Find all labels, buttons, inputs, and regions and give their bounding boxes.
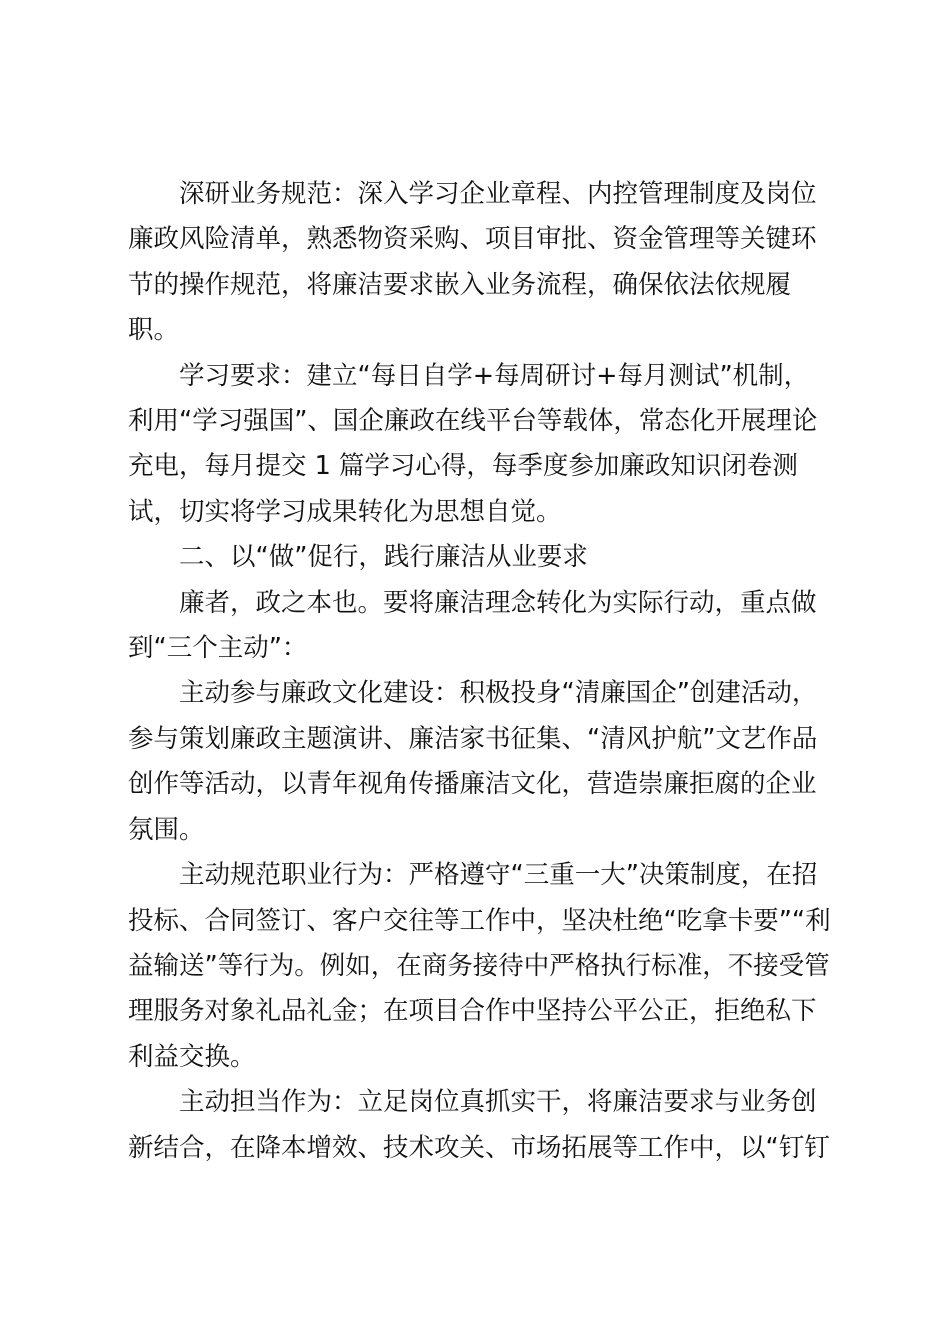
text-line: 理服务对象礼品礼金；在项目合作中坚持公平公正，拒绝私下 <box>128 996 817 1027</box>
text-line: 充电，每月提交 1 篇学习心得，每季度参加廉政知识闭卷测 <box>128 451 798 482</box>
paragraph-business-norms <box>128 172 833 354</box>
paragraph-study-requirements <box>128 354 833 536</box>
text-line: 投标、合同签订、客户交往等工作中，坚决杜绝“吃拿卡要”“利 <box>128 905 831 936</box>
text-line: 节的操作规范，将廉洁要求嵌入业务流程，确保依法依规履 <box>128 269 792 300</box>
text-line: 益输送”等行为。例如，在商务接待中严格执行标准，不接受管 <box>128 950 830 981</box>
text-line: 氛围。 <box>128 814 205 845</box>
paragraph-integrity-intro <box>128 581 833 672</box>
text-line: 到“三个主动”： <box>128 633 308 664</box>
text-line: 深研业务规范：深入学习企业章程、内控管理制度及岗位 <box>179 179 817 209</box>
text-line: 利用“学习强国”、国企廉政在线平台等载体，常态化开展理论 <box>128 406 818 437</box>
paragraph-taking-responsibility <box>128 1080 833 1171</box>
text-line: 试，切实将学习成果转化为思想自觉。 <box>128 496 562 527</box>
section-heading-text: 二、以“做”促行，践行廉洁从业要求 <box>179 542 588 573</box>
text-line: 创作等活动，以青年视角传播廉洁文化，营造崇廉拒腐的企业 <box>128 769 817 800</box>
document-body <box>128 172 833 1171</box>
text-line: 廉者，政之本也。要将廉洁理念转化为实际行动，重点做 <box>179 587 817 618</box>
section-heading <box>128 535 833 580</box>
text-line: 主动规范职业行为：严格遵守“三重一大”决策制度，在招 <box>179 860 818 891</box>
text-line: 参与策划廉政主题演讲、廉洁家书征集、“清风护航”文艺作品 <box>128 723 818 754</box>
text-line: 主动担当作为：立足岗位真抓实干，将廉洁要求与业务创 <box>179 1087 817 1118</box>
text-line: 利益交换。 <box>128 1041 256 1072</box>
text-line: 廉政风险清单，熟悉物资采购、项目审批、资金管理等关键环 <box>128 224 817 255</box>
paragraph-professional-conduct <box>128 853 833 1080</box>
text-line: 主动参与廉政文化建设：积极投身“清廉国企”创建活动， <box>179 678 818 709</box>
paragraph-culture-building <box>128 671 833 853</box>
text-line: 学习要求：建立“每日自学+每周研讨+每月测试”机制， <box>179 360 810 391</box>
text-line: 新结合，在降本增效、技术攻关、市场拓展等工作中，以“钉钉 <box>128 1132 830 1163</box>
text-line: 职。 <box>128 315 180 346</box>
